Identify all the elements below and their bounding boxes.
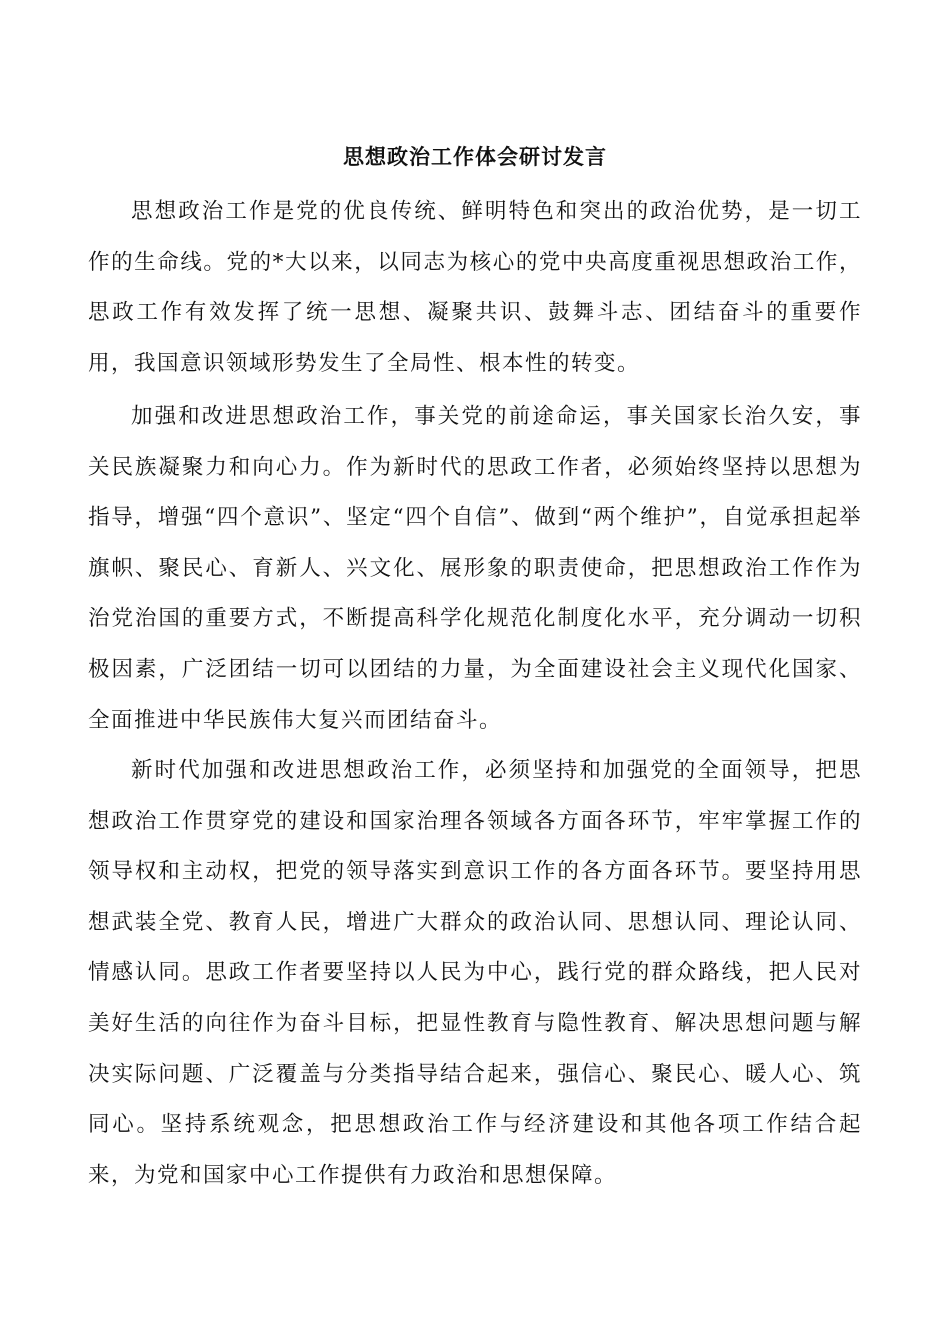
document-title: 思想政治工作体会研讨发言 — [343, 144, 607, 169]
paragraph-1: 思想政治工作是党的优良传统、鲜明特色和突出的政治优势，是一切工作的生命线。党的*大以来，以同志为核心的党中央高度重视思想政治工作，思政工作有效发挥了统一思想、凝聚共识、鼓舞斗志、团结奋斗的重要作用，我国意识领域形势发生了全局性、根本性的转变。 — [88, 199, 862, 376]
paragraph-3: 新时代加强和改进思想政治工作，必须坚持和加强党的全面领导，把思想政治工作贯穿党的建设和国家治理各领域各方面各环节，牢牢掌握工作的领导权和主动权，把党的领导落实到意识工作的各方面各环节。要坚持用思想武装全党、教育人民，增进广大群众的政治认同、思想认同、理论认同、情感认同。思政工作者要坚持以人民为中心，践行党的群众路线，把人民对美好生活的向往作为奋斗目标，把显性教育与隐性教育、解决思想问题与解决实际问题、广泛覆盖与分类指导结合起来，强信心、聚民心、暖人心、筑同心。坚持系统观念，把思想政治工作与经济建设和其他各项工作结合起来，为党和国家中心工作提供有力政治和思想保障。 — [88, 758, 862, 1188]
paragraph-2: 加强和改进思想政治工作，事关党的前途命运，事关国家长治久安，事关民族凝聚力和向心力。作为新时代的思政工作者，必须始终坚持以思想为指导，增强“四个意识”、坚定“四个自信”、做到“两个维护”，自觉承担起举旗帜、聚民心、育新人、兴文化、展形象的职责使命，把思想政治工作作为治党治国的重要方式，不断提高科学化规范化制度化水平，充分调动一切积极因素，广泛团结一切可以团结的力量，为全面建设社会主义现代化国家、全面推进中华民族伟大复兴而团结奋斗。 — [88, 404, 862, 733]
